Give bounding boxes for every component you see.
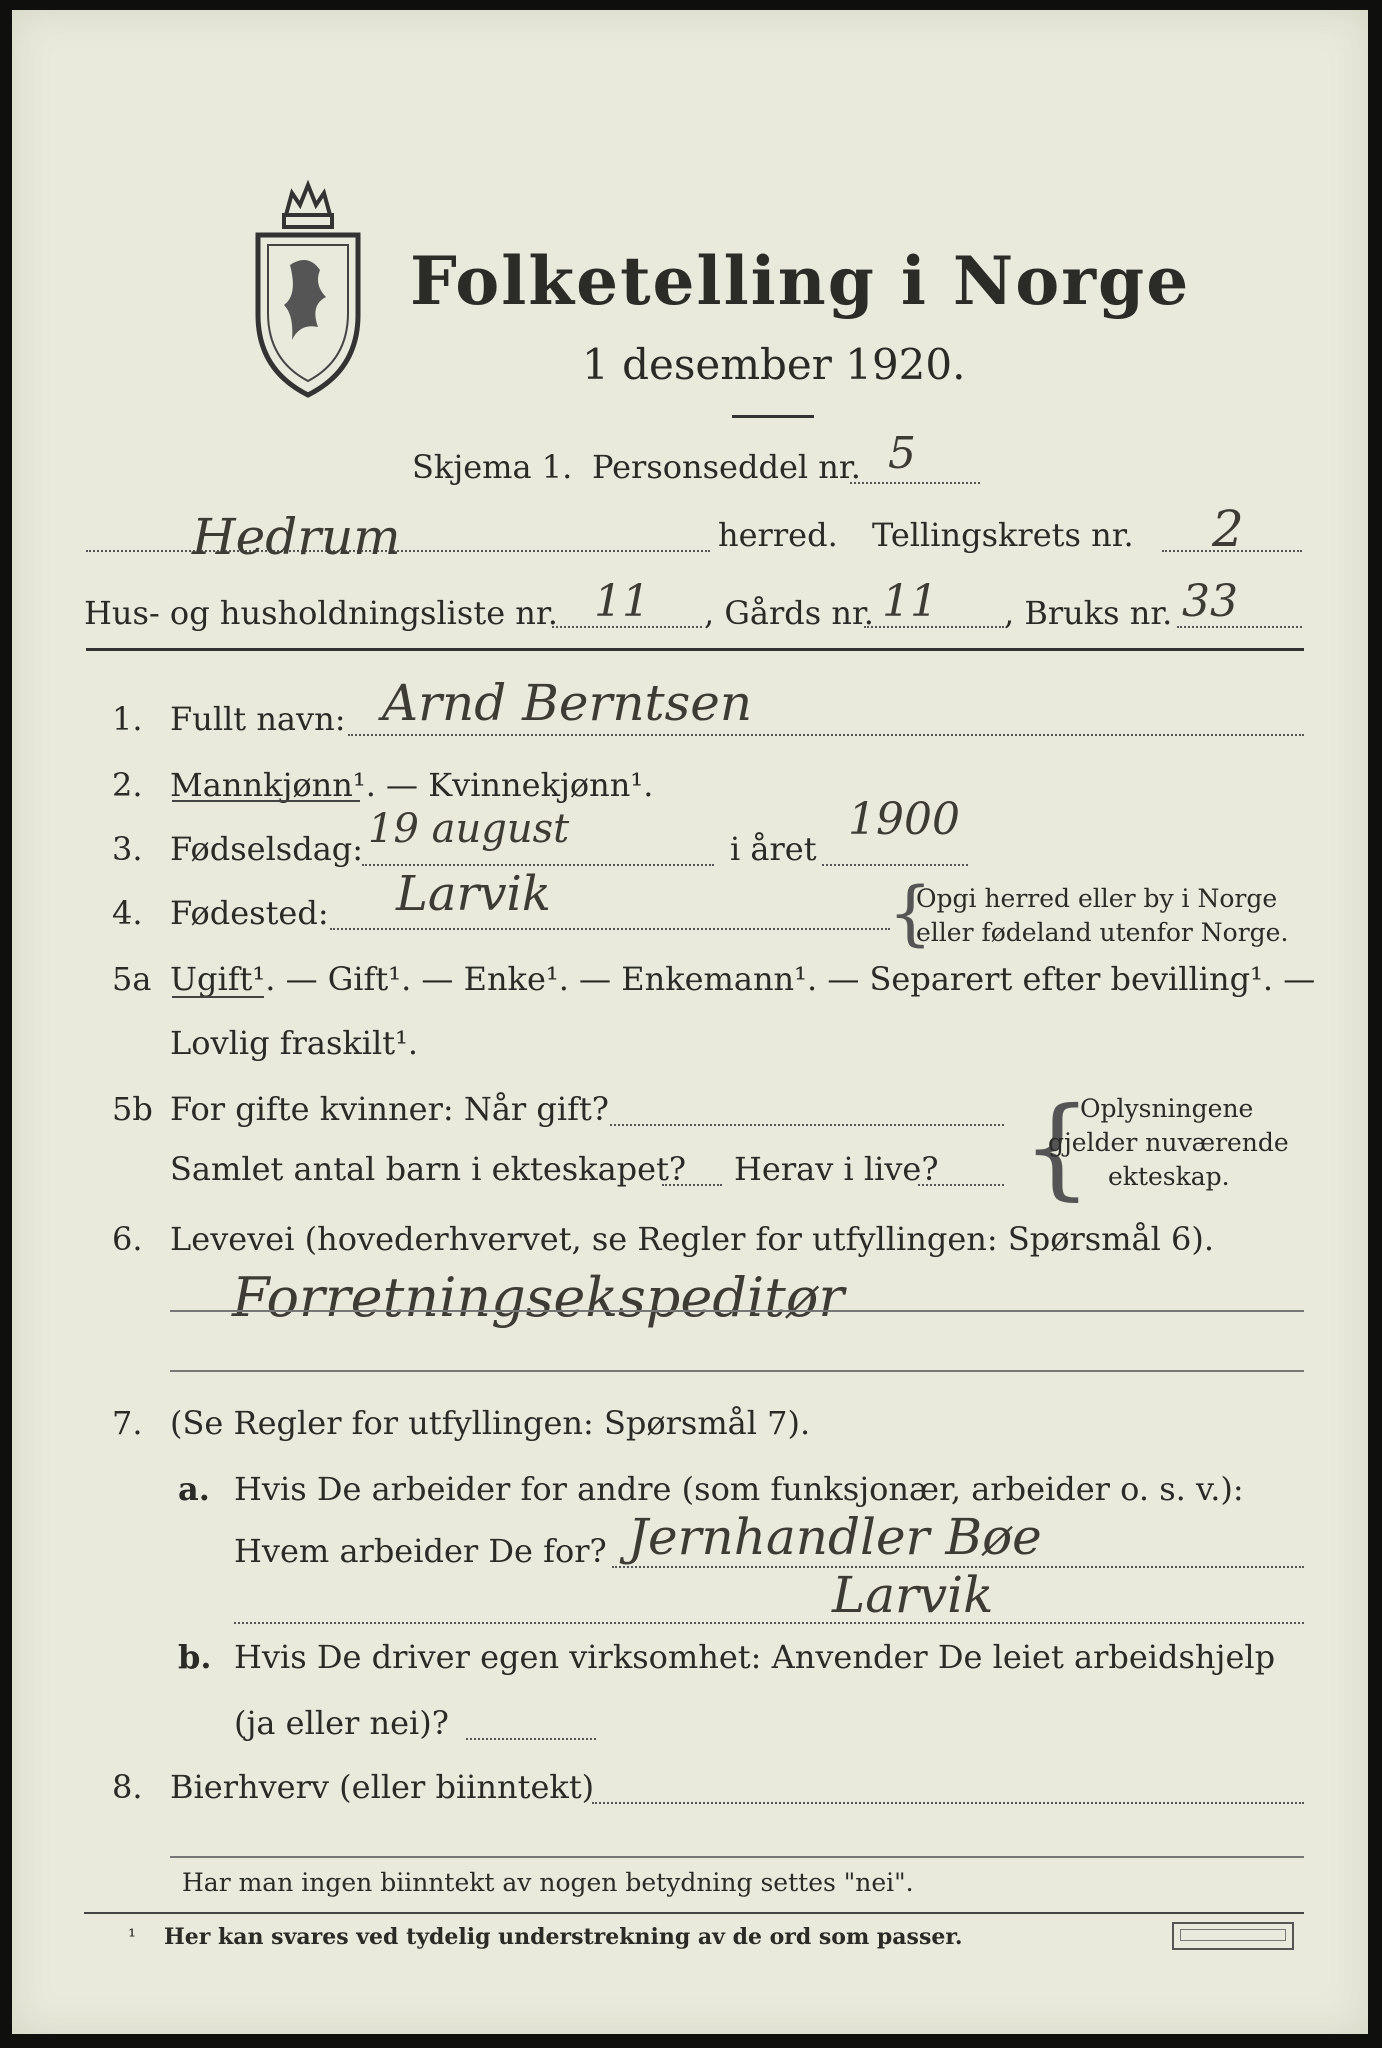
- printer-stamp-inner: [1180, 1929, 1286, 1941]
- q5b-label-line2b: Herav i live?: [734, 1150, 939, 1188]
- q4-value: Larvik: [396, 866, 551, 922]
- q3-year-line: [822, 864, 968, 866]
- footer-note: Har man ingen biinntekt av nogen betydning settes "nei".: [182, 1868, 914, 1897]
- q5a-underline: [172, 996, 264, 998]
- personseddel-value: 5: [888, 428, 916, 479]
- q5b-alive-line: [918, 1184, 1004, 1186]
- q8-line2: [170, 1856, 1304, 1858]
- personseddel-label: Personseddel nr.: [592, 448, 861, 486]
- q6-number: 6.: [112, 1220, 143, 1258]
- q5a-number: 5a: [112, 960, 152, 998]
- q7b-line1: Hvis De driver egen virksomhet: Anvender De leiet arbeidshjelp: [234, 1638, 1276, 1676]
- census-date: 1 desember 1920.: [582, 340, 966, 389]
- q3-label: Fødselsdag:: [170, 830, 364, 868]
- footnote-text: Her kan svares ved tydelig understrekning av de ord som passer.: [164, 1924, 963, 1950]
- q4-line: [330, 928, 890, 930]
- q4-number: 4.: [112, 894, 143, 932]
- q5a-label-line2: Lovlig fraskilt¹.: [170, 1024, 419, 1062]
- q7a-line2-dots: [234, 1622, 1304, 1624]
- q7a-value2: Larvik: [832, 1566, 994, 1624]
- q2-label: Mannkjønn¹. — Kvinnekjønn¹.: [170, 766, 654, 804]
- q1-number: 1.: [112, 700, 143, 738]
- q4-note-line2: eller fødeland utenfor Norge.: [916, 918, 1289, 947]
- title-divider: [732, 415, 814, 418]
- q3-year-label: i året: [730, 830, 817, 868]
- q7b-letter: b.: [178, 1638, 212, 1676]
- q1-label: Fullt navn:: [170, 700, 346, 738]
- hus-label: Hus- og husholdningsliste nr.: [84, 594, 558, 632]
- q5b-note-line3: ekteskap.: [1108, 1162, 1230, 1191]
- q2-number: 2.: [112, 766, 143, 804]
- footer-divider: [84, 1912, 1304, 1914]
- q5b-note-line1: Oplysningene: [1080, 1094, 1254, 1123]
- gards-value: 11: [882, 576, 938, 627]
- q6-value: Forretningsekspeditør: [232, 1266, 845, 1329]
- q6-line2: [170, 1370, 1304, 1372]
- q7a-value1: Jernhandler Bøe: [628, 1508, 1042, 1566]
- q8-label: Bierhverv (eller biinntekt): [170, 1768, 595, 1806]
- q5b-label-line2a: Samlet antal barn i ekteskapet?: [170, 1150, 687, 1188]
- footnote-mark: ¹: [128, 1924, 137, 1948]
- q4-note-line1: Opgi herred eller by i Norge: [916, 884, 1278, 913]
- q6-label: Levevei (hovederhvervet, se Regler for utfyllingen: Spørsmål 6).: [170, 1220, 1215, 1258]
- q1-value: Arnd Berntsen: [382, 674, 753, 732]
- q5b-when-line: [610, 1124, 1004, 1126]
- q4-label: Fødested:: [170, 894, 329, 932]
- q5b-children-line: [662, 1184, 722, 1186]
- q4-brace: {: [888, 872, 933, 954]
- q8-number: 8.: [112, 1768, 143, 1806]
- coat-of-arms-icon: [248, 175, 368, 405]
- q7a-line2: Hvem arbeider De for?: [234, 1532, 607, 1570]
- tellingskrets-label: Tellingskrets nr.: [872, 516, 1134, 554]
- q7a-letter: a.: [178, 1470, 210, 1508]
- q5b-number: 5b: [112, 1090, 153, 1128]
- tellingskrets-value: 2: [1212, 500, 1244, 558]
- q7-label: (Se Regler for utfyllingen: Spørsmål 7).: [170, 1404, 811, 1442]
- herred-value: Hedrum: [192, 508, 401, 566]
- bruks-label: , Bruks nr.: [1004, 594, 1173, 632]
- q7-number: 7.: [112, 1404, 143, 1442]
- personseddel-line: [850, 482, 980, 484]
- q5a-label-line1: Ugift¹. — Gift¹. — Enke¹. — Enkemann¹. — Separert efter bevilling¹. —: [170, 960, 1316, 998]
- gards-label: , Gårds nr.: [704, 594, 874, 632]
- q3-day-value: 19 august: [368, 806, 570, 852]
- q5b-note-line2: gjelder nuværende: [1048, 1128, 1289, 1157]
- census-form: [12, 10, 1368, 2034]
- q7a-line1: Hvis De arbeider for andre (som funksjonær, arbeider o. s. v.):: [234, 1470, 1244, 1508]
- q7b-line2: (ja eller nei)?: [234, 1704, 449, 1742]
- bruks-value: 33: [1182, 576, 1238, 627]
- printer-stamp: [1172, 1922, 1294, 1950]
- q5b-label-line1: For gifte kvinner: Når gift?: [170, 1090, 609, 1128]
- q2-underline: [172, 800, 360, 802]
- schema-label: Skjema 1.: [412, 448, 573, 486]
- herred-label: herred.: [718, 516, 838, 554]
- q3-year-value: 1900: [848, 794, 960, 845]
- q7b-line: [466, 1738, 596, 1740]
- form-title: Folketelling i Norge: [410, 242, 1191, 320]
- q8-line: [592, 1802, 1304, 1804]
- header-divider: [86, 648, 1304, 651]
- q3-number: 3.: [112, 830, 143, 868]
- q5b-brace: {: [1022, 1083, 1092, 1211]
- q1-line: [348, 734, 1304, 736]
- q6-line1: [170, 1310, 1304, 1312]
- hus-value: 11: [594, 576, 650, 627]
